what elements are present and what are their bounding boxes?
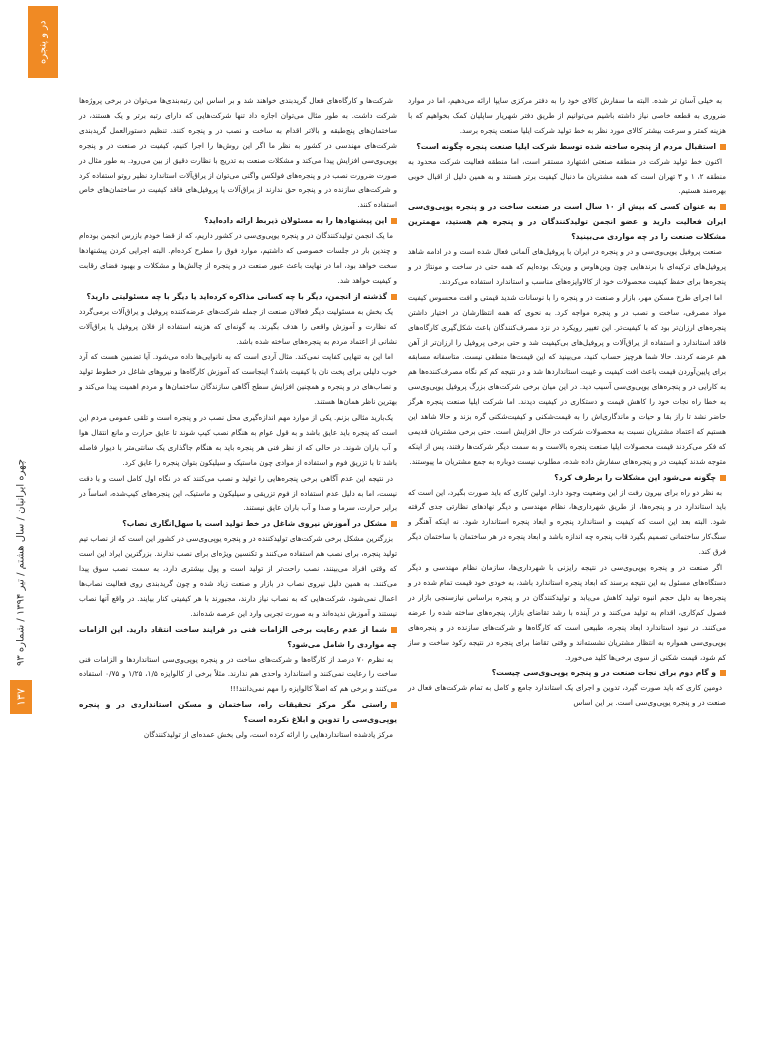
issue-info: چهره ایرانیان / سال هشتم / تیر ۱۳۹۴ / شماره ۹۳ xyxy=(15,459,27,666)
bullet-square-icon xyxy=(391,627,397,633)
body-paragraph: به نظر دو راه برای بیرون رفت از این وضعیت وجود دارد. اولین کاری که باید صورت بگیرد، این است که باید استاندارد در و پنجره‌ها، از طریق شهرداری‌ها، نظام مهندسی و دیگر نهادهای نظارتی جدی گرفته شود. البته بعد این است که کیفیت و استاندارد پنجره و ابعاد پنجره استاندارد شود. نه اینکه آهنگر و سنگ‌کار ساختمانی تصمیم بگیرد قاب پنجره چه اندازه باشد و ابعاد پنجره در هر ساختمان با ساختمان دیگر فرق کند. xyxy=(408,487,726,557)
question-text: مشکل در آموزش نیروی شاغل در خط تولید است یا سهل‌انگاری نصاب؟ xyxy=(122,519,387,529)
body-paragraph: ما یک انجمن تولیدکنندگان در و پنجره یوپی‌وی‌سی در کشور داریم، که از قضا خودم بازرس انجمن بوده‌ام و چندین بار در جلسات خصوصی که داشتیم، موارد فوق را مطرح کرده‌ام. البته اجرایی کردن پیشنهادها سخت خواهد بود، اما در نهایت باعث عبور صنعت در و پنجره از چالش‌ها و مشکلات و بهبود فضای رقابت و کیفیت خواهد شد. xyxy=(79,231,397,285)
question-heading xyxy=(79,698,397,728)
question-text: راستی مگر مرکز تحقیقات راه، ساختمان و مسکن استانداردی در و پنجره یوپی‌وی‌سی را تدوین و ابلاغ نکرده است؟ xyxy=(79,700,397,725)
body-paragraph: یک بخش به مسئولیت دیگر فعالان صنعت از جمله شرکت‌های عرضه‌کننده پروفیل و یراق‌آلات برمی‌گردد که نظارت و آموزش واقعی را هدف بگیرند. به گونه‌ای که هزینه استفاده از فلان پروفیل یا یراق‌آلات نشانی از اعتماد مردم به پنجره‌های ساخته شده باشد. xyxy=(79,306,397,346)
question-heading xyxy=(408,666,726,681)
question-heading xyxy=(79,214,397,229)
question-text: این پیشنهادها را به مسئولان ذیربط ارائه داده‌اید؟ xyxy=(204,216,387,226)
right-column xyxy=(408,94,726,712)
question-heading xyxy=(79,623,397,653)
body-paragraph: شرکت‌ها و کارگاه‌های فعال گریدبندی خواهند شد و بر اساس این رتبه‌بندی‌ها می‌توان در برخی پروژه‌ها شرکت داشت. به طور مثال می‌توان اجازه داد تنها شرکت‌هایی که دارای رتبه برتر و یک هستند، در ساختمان‌های پنج‌طبقه و بالاتر اقدام به ساخت و نصب در و پنجره کنند. تنظیم دستورالعمل گریدبندی شرکت‌های مهندسی در کشور به نظر ما اگر این روش‌ها را اجرا کنیم، کیفیت در صنعت در و پنجره یوپی‌وی‌سی افزایش پیدا می‌کند و مشکلات صنعت به تدریج با نظارت دقیق از بین می‌رود. به طور مثال در صورت ضرورت نصب در و پنجره‌های فولکس واگنی می‌توان از یراق‌آلات استاندارد نظیر روتو استفاده کرد و شرکت‌های سازنده در و پنجره حق ندارند از یراق‌آلات یا پروفیل‌های فاقد کیفیت در ساختمان‌های خاص استفاده کنند. xyxy=(79,96,397,210)
question-text: گذشته از انجمن، دیگر با چه کسانی مذاکره کرده‌اید یا دیگر با چه مسئولیتی دارید؟ xyxy=(86,291,387,301)
body-paragraph: اگر صنعت در و پنجره یوپی‌وی‌سی در نتیجه رایزنی با شهرداری‌ها، سازمان نظام مهندسی و دیگر دستگاه‌های مسئول به این نتیجه برسند که ابعاد پنجره استاندارد باشد، به خودی خود قیمت تمام شده در و پنجره‌ها به دلیل حجم انبوه تولید کاهش می‌یابد و تولیدکنندگان در و پنجره براساس نیازسنجی بازار در فصول کم‌کاری، اقدام به تولید می‌کنند و در آینده با رشد تقاضای بازار، پنجره‌های ساخته شده را عرضه می‌کنند. در نبود استاندارد ابعاد پنجره، طبیعی است که کارگاه‌ها و شرکت‌های سازنده در و پنجره‌های یوپی‌وی‌سی همواره به انتظار مشتریان نشسته‌اند و وقتی تقاضا برای پنجره در نتیجه رکود ساخت و ساز کم شود، قیمت شکنی از سوی برخی‌ها کلید می‌خورد. xyxy=(408,563,726,662)
body-paragraph: یک‌بارید مثالی بزنم. یکی از موارد مهم اندازه‌گیری محل نصب در و پنجره است و تلقی عمومی مردم این است که پنجره باید عایق باشد و به قول عوام به هنگام نصب کیپ شوند تا عایق حرارت و مانع انتقال هوا و آب باران شوند. در حالی که از نظر فنی هر پنجره باید به هنگام جاگذاری یک سانتی‌متر با دیوار فاصله باشد تا با تزریق فوم و استفاده از موادی چون ماستیک و سیلیکون بتوان پنجره را عایق کرد. xyxy=(79,413,397,467)
bullet-square-icon xyxy=(391,294,397,300)
body-paragraph: اما این به تنهایی کفایت نمی‌کند. مثال آردی است که به نانوایی‌ها داده می‌شود. آیا تضمین هست که آرد خوب دلیلی برای پخت نان با کیفیت باشد؟ اینجاست که آموزش کارگاه‌ها و نیروهای شاغل در خطوط تولید و نصاب‌های در و پنجره و همچنین افزایش سطح آگاهی سازندگان ساختمان‌ها و مردم اهمیت پیدا می‌کند و بهترین ناظر همان‌ها هستند. xyxy=(79,352,397,407)
question-text: شما از عدم رعایت برخی الزامات فنی در فرایند ساخت انتقاد دارید. این الزامات چه مواردی را شامل می‌شود؟ xyxy=(79,624,397,649)
body-paragraph: در نتیجه این عدم آگاهی برخی پنجره‌هایی را تولید و نصب می‌کنند که در نگاه اول کامل است و با دقت نیست، اما به دلیل عدم استفاده از فوم تزریقی و سیلیکون و ماستیک، این پنجره‌های کیپ‌شده، اساساً در برابر حرارت، سرما و صدا و آب باران عایق نیستند. xyxy=(79,473,397,513)
question-heading xyxy=(408,140,726,155)
body-paragraph: بزرگترین مشکل برخی شرکت‌های تولیدکننده در و پنجره یوپی‌وی‌سی در کشور این است که از نصاب تیم تولید پنجره، برای نصب هم استفاده می‌کنند و تکنسین ویژه‌ای برای نصب ندارند. بزرگترین ایراد این است که وقتی افراد می‌بینند، نصب راحت‌تر از تولید است و پول بیشتری دارد، به سمت نصب سوق پیدا می‌کنند. به همین دلیل نیروی نصاب در بازار و صنعت زیاد شده و چون گریدبندی روی فعالیت نصاب‌ها اعمال نمی‌شود، شرکت‌هایی که به نصاب نیاز دارند، مجبورند با هر کیفیتی کنار بیایند. در واقع آنها نصاب نیستند و آموزش ندیده‌اند و به صورت تجربی وارد این عرصه شده‌اند. xyxy=(79,534,397,618)
body-paragraph: اما اجرای طرح مسکن مهر، بازار و صنعت در و پنجره را با نوسانات شدید قیمتی و افت محسوس کیفیت مواد مصرفی، ساخت و نصب در و پنجره مواجه کرد. به نحوی که همه انتظارشان در اختیار داشتن پنجره‌های ارزان‌تر بود که با کیفیت‌تر. این تغییر رویکرد در نزد مصرف‌کنندگان باعث شکل‌گیری کارگاه‌های فاقد استاندارد و استفاده از یراق‌آلات و پروفیل‌های بی‌کیفیت شد و حتی برخی پروفیل را ارزان‌تر از آهن هم عرضه کردند. حالا شما هرچیز حساب کنید، می‌بینید که این قیمت‌ها منطقی نیست. متاسفانه مسابقه برای پایین‌آوردن قیمت باعث افت کیفیت و غیبت استانداردها شد و در نتیجه کم کم نگاه مصرف‌کننده‌ها هم به کارایی در و پنجره‌های یوپی‌وی‌سی آسیب دید. در این میان برخی شرکت‌های بزرگ پروفیل یوپی‌وی‌سی به خطا راه نجات خود را کاهش قیمت و دستکاری در کیفیت دیدند. اما شرکت ایلیا صنعت پنجره هرگز حاضر نشد تا راز بقا و حیات و ماندگاری‌اش را به قیمت‌شکنی و کیفیت‌شکنی گره بزند و حالا شاهد این هستیم که اعتماد مشتریان نسبت به محصولات شرکت در حال افزایش است. حتی برخی مشتریان قدیمی که فکر می‌کردند قیمت محصولات ایلیا صنعت پنجره بالاست و به سمت دیگر شرکت‌ها رفتند، پس از اینکه متوجه شدند کیفیت در و پنجره‌های سفارش داده شده، مطلوب نیست دوباره به جمع مشتریان ما پیوستند. xyxy=(408,292,726,466)
body-paragraph: صنعت پروفیل یوپی‌وی‌سی و در و پنجره در ایران با پروفیل‌های آلمانی فعال شده است و در ادامه شاهد پروفیل‌های ترکیه‌ای با برندهایی چون وین‌هاوس و وین‌تک بوده‌ایم که همه حتی در ساخت و مونتاژ در و پنجره‌ها برای حفظ کیفیت محصولات خود از کالاوایزه‌های مناسب و استاندارد استفاده می‌کردند. xyxy=(408,247,726,286)
question-text: چگونه می‌شود این مشکلات را برطرف کرد؟ xyxy=(554,472,716,482)
bullet-square-icon xyxy=(720,670,726,676)
left-column xyxy=(79,94,397,744)
bullet-square-icon xyxy=(391,218,397,224)
question-heading xyxy=(79,517,397,532)
bullet-square-icon xyxy=(720,144,726,150)
bullet-square-icon xyxy=(391,702,397,708)
question-heading xyxy=(79,290,397,305)
body-paragraph: به نظرم ۷۰ درصد از کارگاه‌ها و شرکت‌های ساخت در و پنجره یوپی‌وی‌سی استانداردها و الزامات فنی ساخت را رعایت نمی‌کنند و استاندارد واحدی هم ندارند. مثلاً برخی از کالوایزه ۱/۵، ۱/۲۵ و ۰/۷۵ استفاده می‌کنند و برخی هم که اصلاً کالوایزه را مهم نمی‌دانند!!! xyxy=(79,654,397,694)
section-tab-label: در و پنجره xyxy=(37,20,49,64)
bullet-square-icon xyxy=(720,475,726,481)
body-paragraph: مرکز یادشده استانداردهایی را ارائه کرده است، ولی بخش عمده‌ای از تولیدکنندگان xyxy=(143,730,393,740)
body-paragraph: به خیلی آسان تر شده. البته ما سفارش کالای خود را به دفتر مرکزی سایپا ارائه می‌دهیم، اما در موارد ضروری به قطعه خاصی نیاز داشته باشیم می‌توانیم از طریق دفتر شهریار ساپلیان کمک بخواهیم که با هزینه کمتر و سرعت بیشتر کالای مورد نظر به خط تولید شرکت ایلیا صنعت پنجره برسد. xyxy=(408,96,726,135)
question-heading xyxy=(408,200,726,245)
body-paragraph: اکنون خط تولید شرکت در منطقه صنعتی اشتهارد مستقر است، اما منطقه فعالیت شرکت محدود به منطقه ۲، ۱ و ۳ تهران است که همه مشتریان ما دنبال کیفیت برتر هستند و به همین دلیل از اقبال خوبی بهره‌مند هستیم. xyxy=(408,156,726,196)
question-text: و گام دوم برای نجات صنعت در و پنجره یوپی‌وی‌سی چیست؟ xyxy=(491,668,716,678)
question-heading xyxy=(408,471,726,486)
question-text: به عنوان کسی که بیش از ۱۰ سال است در صنعت ساخت در و پنجره یوپی‌وی‌سی ایران فعالیت دارید و عضو انجمن تولیدکنندگان در و پنجره هم هستید، مهمترین مشکلات صنعت را در چه مواردی می‌بینید؟ xyxy=(408,202,726,242)
body-paragraph: دومین کاری که باید صورت گیرد، تدوین و اجرای یک استاندارد جامع و کامل به تمام شرکت‌های فعال در صنعت در و پنجره یوپی‌وی‌سی است. بر این اساس xyxy=(408,683,726,708)
question-text: استقبال مردم از پنجره ساخته شده توسط شرکت ایلیا صنعت پنجره چگونه است؟ xyxy=(416,141,716,151)
page-number: ۱۳۷ xyxy=(10,680,32,714)
bullet-square-icon xyxy=(391,521,397,527)
bullet-square-icon xyxy=(720,204,726,210)
